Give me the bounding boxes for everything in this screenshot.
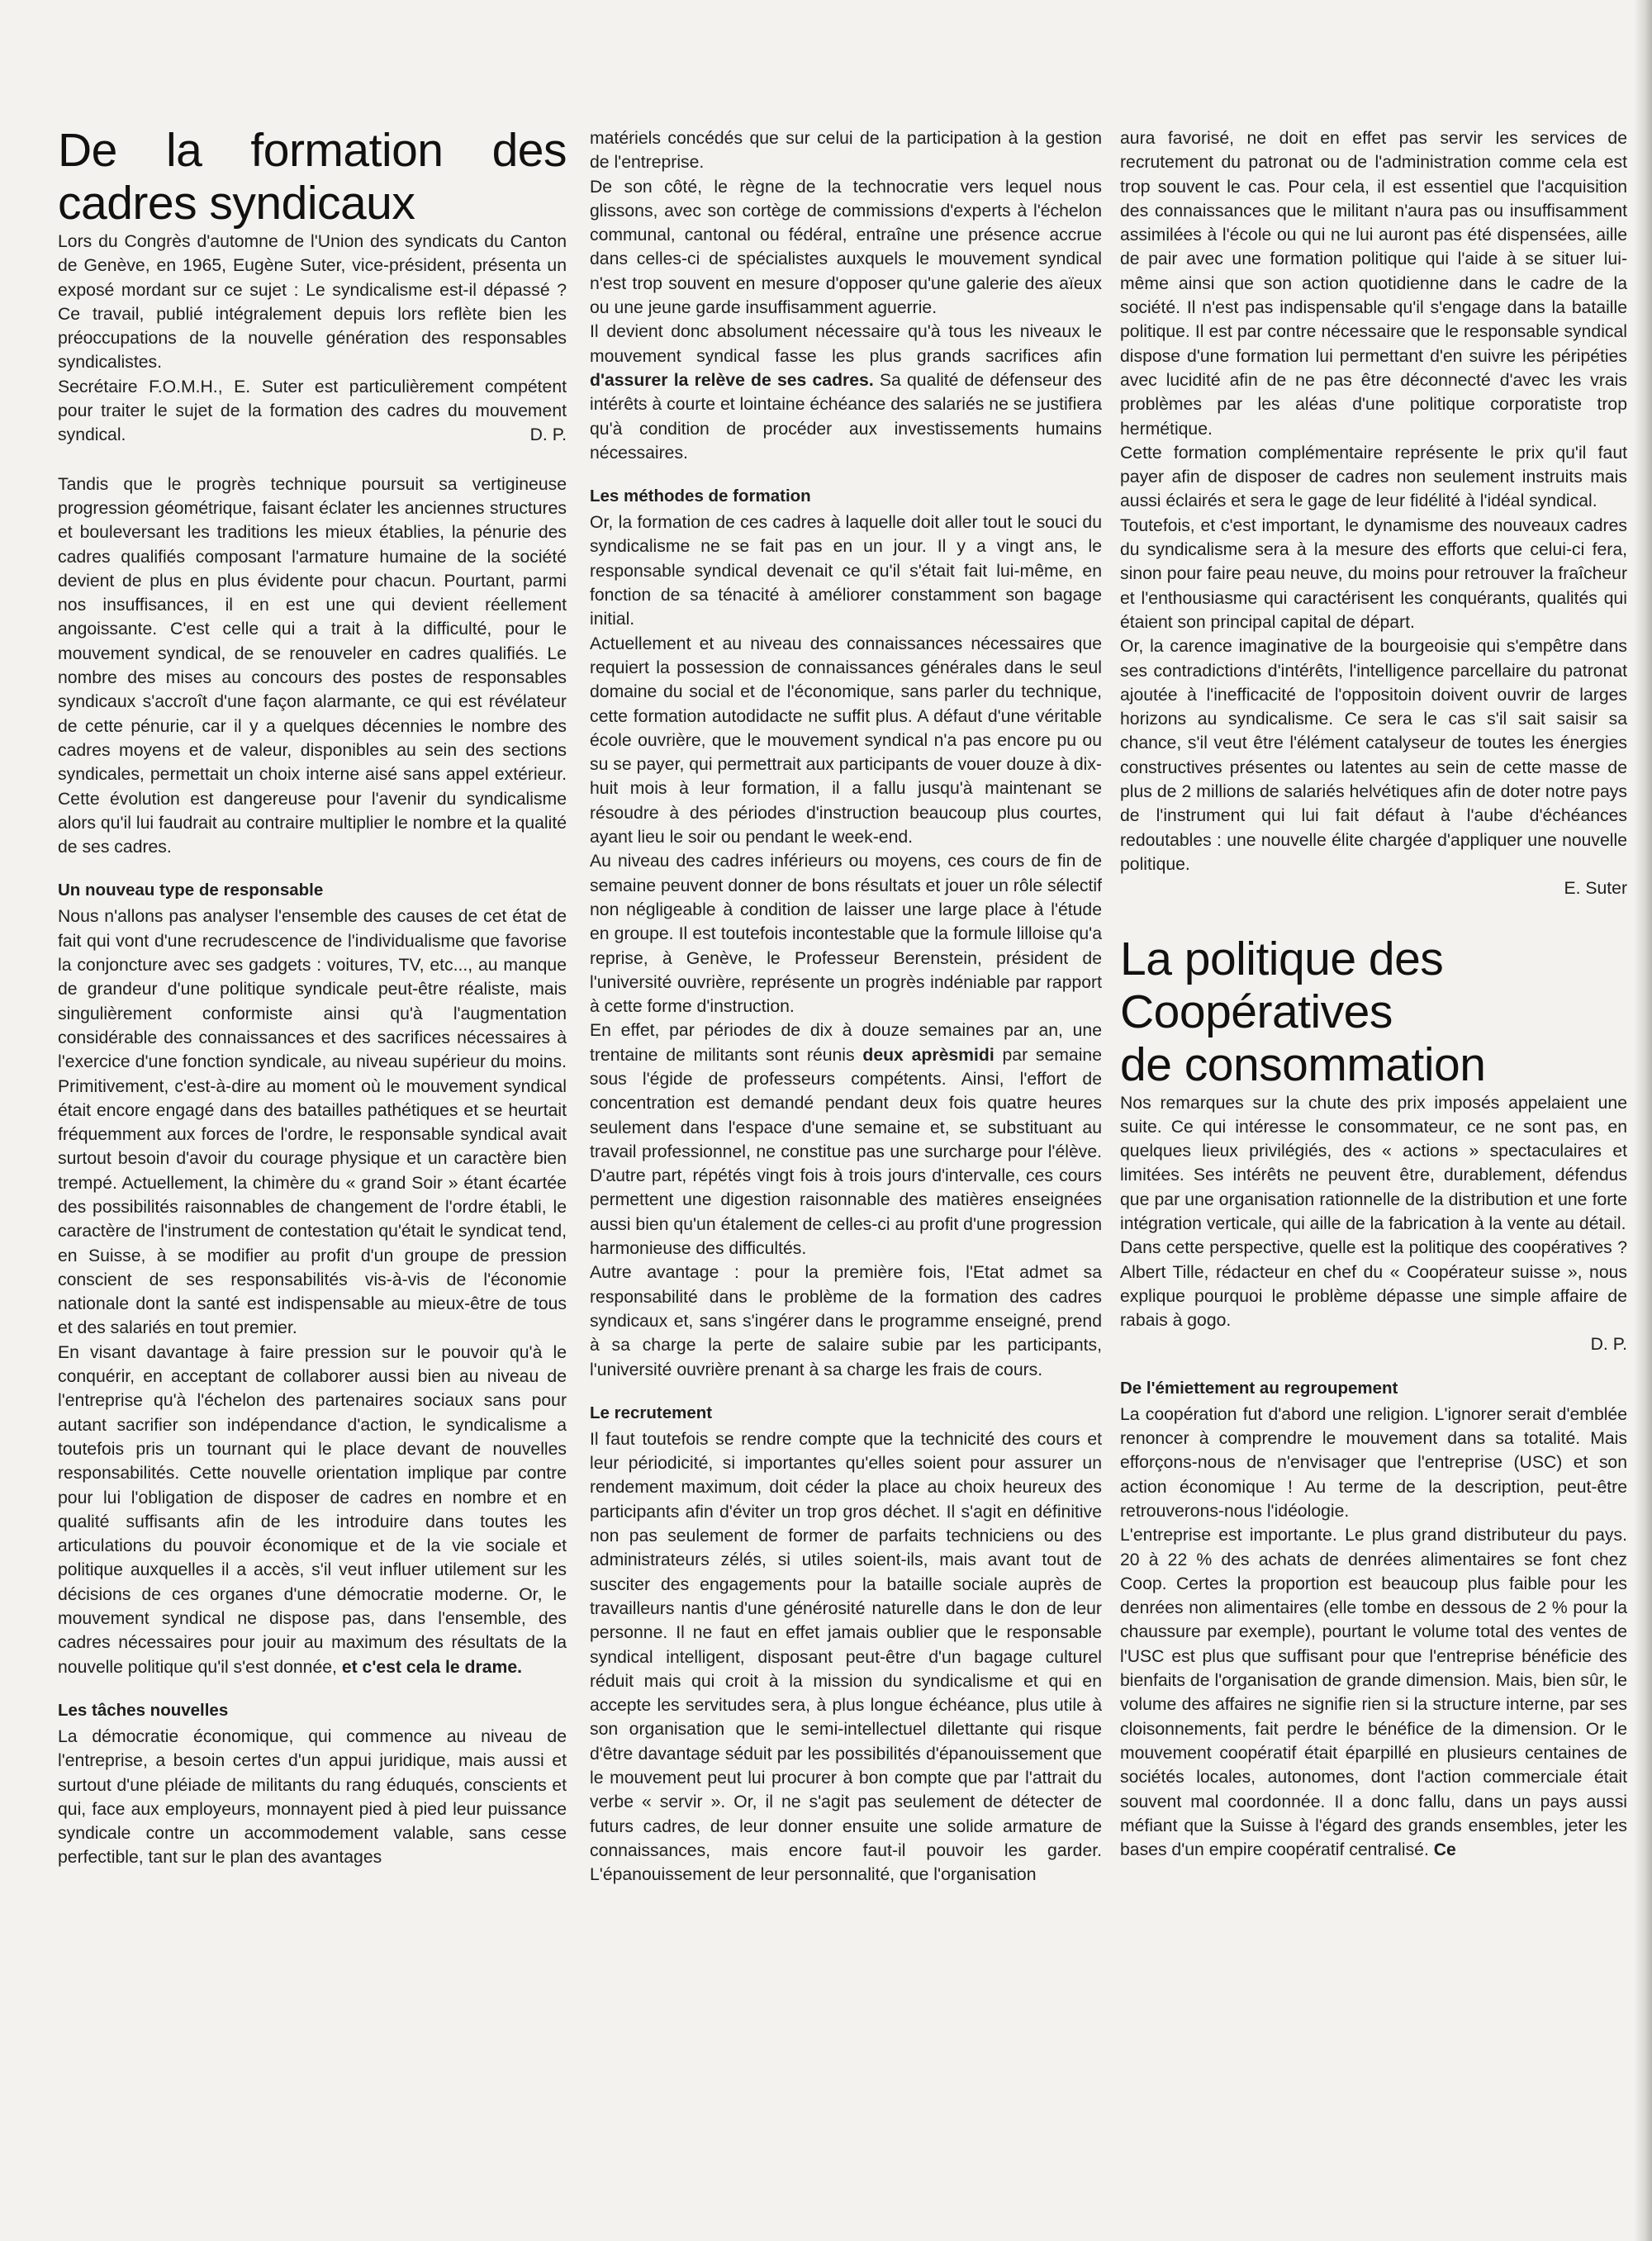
subheading-nouveau-type: Un nouveau type de responsable <box>58 881 324 900</box>
body-paragraph: Actuellement et au niveau des connaissances nécessaires que requiert la possession de connaissances générales dans le seul domaine du social et de l'économique, sans parler du technique, cette formation autodidacte ne suffit plus. A défaut d'une véritable école ouvrière, que le mouvement syndical n'a pas encore pu ou su se payer, qui permettrait aux participants de vouer douze à dix-huit mois à leur formation, il a fallu jusqu'à maintenant se résoudre à des périodes d'instruction beaucoup plus courtes, ayant lieu le soir ou pendant le week-end. <box>590 634 1102 847</box>
title-line: Coopératives <box>1120 985 1393 1038</box>
body-paragraph <box>590 1018 1102 1261</box>
body-paragraph: Or, la formation de ces cadres à laquelle doit aller tout le souci du syndicalisme ne se fait pas en un jour. Il y a vingt ans, le responsable syndical devenait ce qu'il s'était fait lui-même, en fonction de sa ténacité à améliorer constamment son bagage initial. <box>590 513 1102 629</box>
body-text: Sa qualité de défenseur des intérêts à courte et lointaine échéance des salariés ne se justifiera qu'à condition de procéder aux investissements humains nécessaires. <box>590 370 1102 463</box>
subheading-methodes: Les méthodes de formation <box>590 487 811 506</box>
intro-signature: D. P. <box>529 425 567 445</box>
column-3 <box>1120 126 1627 1862</box>
page-edge-shadow <box>1634 0 1652 2241</box>
article-signature: E. Suter <box>1564 879 1627 899</box>
body-paragraph <box>58 1341 567 1679</box>
intro-text-2: Secrétaire F.O.M.H., E. Suter est particulièrement compétent pour traiter le sujet de la formation des cadres du mouvement syndical. <box>58 377 567 445</box>
body-paragraph: Toutefois, et c'est important, le dynamisme des nouveaux cadres du syndicalisme sera à la mesure des efforts que celui-ci fera, sinon pour faire peau neuve, du moins pour retrouver la fraîcheur et l'enthousiasme qui caractérisent les conquérants, qualités qui étaient son principal capital de départ. <box>1120 515 1627 632</box>
title-line: de consommation <box>1120 1037 1486 1091</box>
column-1 <box>58 124 567 1870</box>
subheading-recrutement: Le recrutement <box>590 1403 713 1422</box>
intro-paragraph: Lors du Congrès d'automne de l'Union des syndicats du Canton de Genève, en 1965, Eugène Suter, vice-président, présenta un exposé mordant sur ce sujet : Le syndicalisme est-il dépassé ? Ce travail, publié intégralement depuis lors reflète bien les préoccupations de la nouvelle génération des responsables syndicalistes. <box>58 232 567 373</box>
emphasis-text: et c'est cela le drame. <box>341 1657 523 1677</box>
body-text: Il devient donc absolument nécessaire qu'à tous les niveaux le mouvement syndical fasse les plus grands sacrifices afin <box>590 322 1102 366</box>
body-paragraph: Tandis que le progrès technique poursuit sa vertigineuse progression géométrique, faisant éclater les anciennes structures et bouleversant les traditions les mieux établies, la pénurie des cadres qualifiés composant l'armature humaine de la société devient de plus en plus évidente pour chacun. Pourtant, parmi nos insuffisances, il en est une qui devient réellement angoissante. C'est celle qui a trait à la difficulté, pour le mouvement syndical, de se renouveler en cadres qualifiés. Le nombre des mises au concours des postes de responsables syndicaux s'accroît d'une façon alarmante, ce qui est révélateur de cette pénurie, car il y a quelques décennies le nombre des cadres moyens et de valeur, disponibles au sein des sections syndicales, permettait un choix interne aisé sans appel extérieur. Cette évolution est dangereuse pour l'avenir du syndicalisme alors qu'il lui faudrait au contraire multiplier le nombre et la qualité de ses cadres. <box>58 474 567 857</box>
body-text: par semaine sous l'égide de professeurs compétents. Ainsi, l'effort de concentration est demandé pendant deux fois quatre heures seulement dans l'espace d'une semaine et, se substituant au travail professionnel, ne constitue pas une surcharge pour l'élève. D'autre part, répétés vingt fois à trois jours d'intervalle, ces cours permettent une digestion raisonnable des matières enseignées aussi bien qu'un étalement de celles-ci au profit d'une progression harmonieuse des difficultés. <box>590 1045 1102 1259</box>
continued-text: Ce <box>1433 1840 1456 1860</box>
body-paragraph: Au niveau des cadres inférieurs ou moyens, ces cours de fin de semaine peuvent donner de bons résultats et jouer un rôle sélectif non négligeable à condition de laisser une large place à l'étude en groupe. Il est toutefois incontestable que la formule lilloise qu'a reprise, à Genève, le Professeur Berenstein, président de l'université ouvrière, représente un progrès indéniable par rapport à cette forme d'instruction. <box>590 852 1102 1017</box>
body-text: En effet, par périodes de dix à douze semaines par an, une trentaine de militants sont réunis <box>590 1021 1102 1065</box>
section-gap <box>1120 901 1627 933</box>
emphasis-text: d'assurer la relève de ses cadres. <box>590 370 874 390</box>
body-paragraph: La coopération fut d'abord une religion. L'ignorer serait d'emblée renoncer à comprendre le mouvement dans sa totalité. Mais efforçons-nous de n'envisager que l'entreprise (USC) et son action économique ! Au terme de la description, peut-être retrouverons-nous l'idéologie. <box>1120 1404 1627 1521</box>
body-paragraph: Or, la carence imaginative de la bourgeoisie qui s'empêtre dans ses contradictions d'intérêts, l'intelligence parcellaire du patronat ajoutée à l'inefficacité de l'oppositoin doivent ouvrir de larges horizons au syndicalisme. Ce sera le cas s'il sait saisir sa chance, s'il veut être l'élément catalyseur de toutes les énergies constructives présentes ou latentes au sein de cette masse de plus de 2 millions de salariés helvétiques afin de doter notre pays de l'instrument qui lui fait défaut à l'aube d'échéances redoutables : une nouvelle élite chargée d'appliquer une nouvelle politique. <box>1120 637 1627 874</box>
body-paragraph: matériels concédés que sur celui de la participation à la gestion de l'entreprise. <box>590 129 1102 173</box>
body-paragraph: Cette formation complémentaire représente le prix qu'il faut payer afin de disposer de cadres non seulement instruits mais aussi éclairés et sera le gage de leur fidélité à l'idéal syndical. <box>1120 443 1627 511</box>
article-intro <box>58 230 567 448</box>
intro-signature: D. P. <box>1590 1335 1627 1355</box>
body-paragraph <box>590 320 1102 465</box>
intro-paragraph-2: Dans cette perspective, quelle est la politique des coopératives ? Albert Tille, rédacteur en chef du « Coopérateur suisse », nous explique pourquoi le problème dépasse une simple affaire de rabais à gogo. <box>1120 1238 1627 1331</box>
column-2 <box>590 126 1102 1887</box>
intro-paragraph: Nos remarques sur la chute des prix imposés appelaient une suite. Ce qui intéresse le consommateur, ce ne sont pas, en quelques lieux privilégiés, des « actions » spectaculaires et limitées. Ses intérêts ne peuvent être, durablement, défendus que par une organisation rationnelle de la distribution et une forte intégration verticale, qui aille de la fabrication à la vente au détail. <box>1120 1093 1627 1233</box>
intro-paragraph-2 <box>58 375 567 448</box>
subheading-taches-nouvelles: Les tâches nouvelles <box>58 1700 229 1720</box>
body-paragraph: Autre avantage : pour la première fois, l'Etat admet sa responsabilité dans le problème de la formation des cadres syndicaux et, sans s'ingérer dans le programme enseigné, prend à sa charge la perte de salaire subie par les participants, l'université ouvrière prenant à sa charge les frais de cours. <box>590 1263 1102 1379</box>
article-title: De la formation des cadres syndicaux <box>58 124 567 230</box>
body-paragraph: De son côté, le règne de la technocratie vers lequel nous glissons, avec son cortège de commissions d'experts à l'échelon communal, cantonal ou fédéral, entraîne une présence accrue dans celles-ci de spécialistes auxquels le mouvement syndical n'est trop souvent en mesure d'opposer qu'une galerie des aïeux ou une jeune garde insuffisamment aguerrie. <box>590 177 1102 318</box>
body-text: En visant davantage à faire pression sur le pouvoir qu'à le conquérir, en acceptant de collaborer aussi bien au niveau de l'entreprise qu'à l'échelon des partenaires sociaux sans pour autant sacrifier son indépendance d'action, le syndicalisme a toutefois pris un tournant qui le place devant de nouvelles responsabilités. Cette nouvelle orientation implique par contre pour lui l'obligation de disposer de cadres en nombre et en qualité suffisants afin de les introduire dans toutes les articulations du pouvoir économique et de la vie sociale et politique auxquelles il a accès, s'il veut influer utilement sur les décisions de ces organes d'une démocratie moderne. Or, le mouvement syndical ne dispose pas, dans l'ensemble, des cadres nécessaires pour jouir au maximum des résultats de la nouvelle politique qu'il s'est donnée, <box>58 1342 567 1677</box>
body-text: L'entreprise est importante. Le plus grand distributeur du pays. 20 à 22 % des achats de denrées alimentaires se font chez Coop. Certes la proportion est beaucoup plus faible pour les denrées non alimentaires (elle tombe en dessous de 2 % pour la chaussure par exemple), pourtant le volume total des ventes de l'USC est plus que suffisant pour que l'entreprise bénéficie des bienfaits de l'organisation de grande dimension. Mais, bien sûr, le volume des affaires ne signifie rien si la structure interne, par ses cloisonnements, fait perdre le bénéfice de la dimension. Or le mouvement coopératif était éparpillé en plusieurs centaines de sociétés locales, autonomes, dont l'action commerciale était souvent mal coordonnée. Il a donc fallu, dans un pays aussi méfiant que la Suisse à l'égard des grands ensembles, jeter les bases d'un empire coopératif centralisé. <box>1120 1526 1627 1860</box>
body-paragraph: Il faut toutefois se rendre compte que la technicité des cours et leur périodicité, si importantes qu'elles soient pour assurer un rendement maximum, doit céder la place au choix heureux des participants afin d'éviter un trop gros déchet. Il s'agit en définitive non pas seulement de former de parfaits techniciens ou des administrateurs zélés, si utiles soient-ils, mais avant tout de susciter des engagements pour la bataille sociale auprès de travailleurs nantis d'une générosité naturelle dans le don de leur personne. Il ne faut en effet jamais oublier que le responsable syndical intelligent, disposant peut-être d'un bagage culturel réduit mais qui croit à la mission du syndicalisme et qui en accepte les servitudes sera, à plus longue échéance, plus utile à son organisation que le semi-intellectuel dilettante qui risque d'être davantage séduit par les possibilités d'épanouissement que le mouvement peut lui procurer à bon compte que par l'attrait du verbe « servir ». Or, il ne s'agit pas seulement de détecter de futurs cadres, de leur donner ensuite une solide armature de connaissances, mais encore faut-il pouvoir les garder. L'épanouissement de leur personnalité, que l'organisation <box>590 1429 1102 1885</box>
subheading-emiettement: De l'émiettement au regroupement <box>1120 1378 1398 1398</box>
title-line: La politique des <box>1120 932 1444 985</box>
emphasis-text: deux aprèsmidi <box>862 1045 995 1065</box>
body-paragraph <box>1120 1523 1627 1862</box>
body-paragraph: Nous n'allons pas analyser l'ensemble des causes de cet état de fait qui vont d'une recrudescence de l'individualisme que favorise la conjoncture avec ses gadgets : voitures, TV, etc..., au manque de grandeur d'une politique syndicale peut-être réaliste, mais singulièrement conformiste ainsi qu'à l'augmentation considérable des connaissances et des sacrifices nécessaires à l'exercice d'une fonction syndicale, au niveau supérieur du moins. Primitivement, c'est-à-dire au moment où le mouvement syndical était encore engagé dans des batailles pathétiques et se heurtait fréquemment aux forces de l'ordre, le responsable syndical avait surtout besoin d'avoir du courage physique et un caractère bien trempé. Actuellement, la chimère du « grand Soir » étant écartée des possibilités raisonnables de changement de l'ordre établi, le caractère de l'instrument de contestation qu'était le syndicat tend, en Suisse, à se modifier au profit d'un groupe de pression conscient de ses responsabilités vis-à-vis de l'économie nationale dont la santé est indispensable au mieux-être de tous et des salariés en tout premier. <box>58 907 567 1338</box>
article-title-2 <box>1120 933 1627 1091</box>
body-paragraph: La démocratie économique, qui commence au niveau de l'entreprise, a besoin certes d'un appui juridique, mais aussi et surtout d'une pléiade de militants du rang éduqués, conscients et qui, face aux employeurs, monnayent pied à pied leur puissance syndicale contre un accommodement valable, sans cesse perfectible, tant sur le plan des avantages <box>58 1726 567 1868</box>
body-paragraph: aura favorisé, ne doit en effet pas servir les services de recrutement du patronat ou de l'administration comme cela est trop souvent le cas. Pour cela, il est essentiel que l'acquisition des connaissances que le militant n'aura pas ou insuffisamment assimilées à l'école ou qui ne lui auront pas été dispensées, aille de pair avec une formation politique qui l'aide à se situer lui-même ainsi que son action quotidienne dans le cadre de la société. Il n'est pas indispensable qu'il s'engage dans la bataille politique. Il est par contre nécessaire que le responsable syndical dispose d'une formation lui permettant d'en suivre les péripéties avec lucidité afin de ne pas être déconnecté d'avec les vrais problèmes par les aléas d'une politique corporatiste trop hermétique. <box>1120 129 1627 439</box>
